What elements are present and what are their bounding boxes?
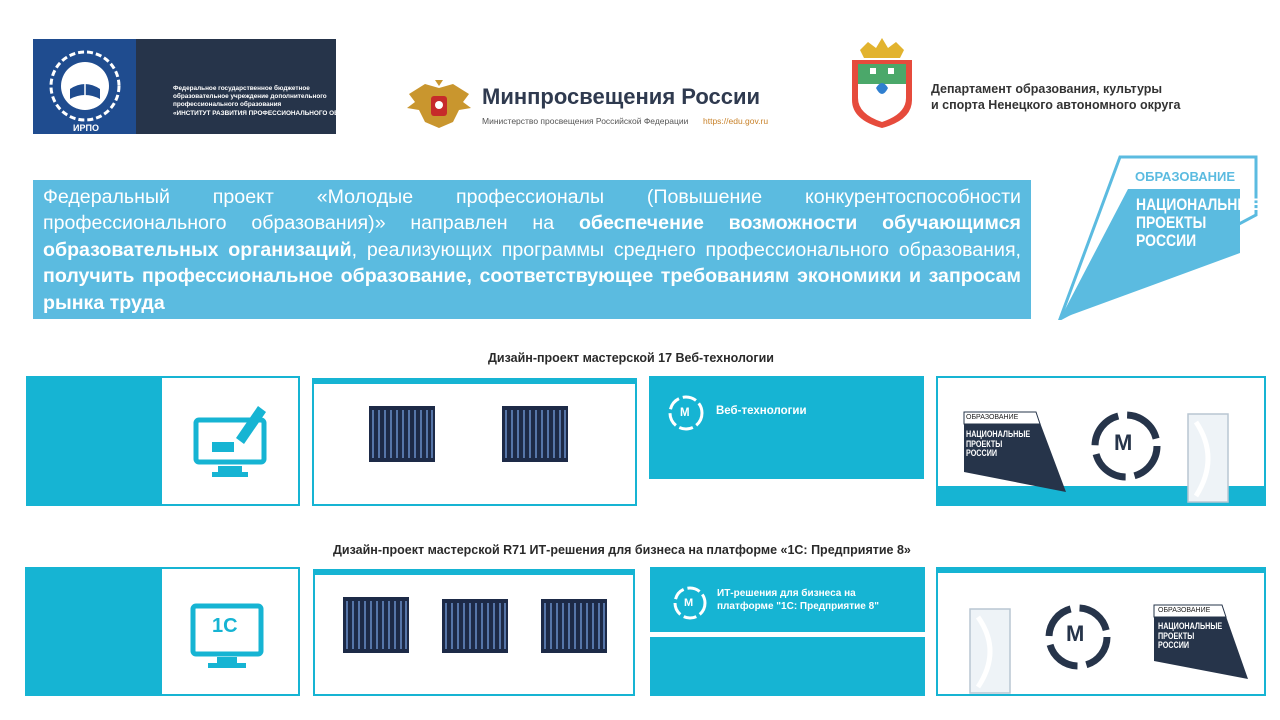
workshop-1-panel-icon (26, 376, 300, 506)
workshop-2-panel-icon (25, 567, 300, 696)
sign-label (717, 587, 879, 613)
national-projects-title (1136, 196, 1260, 250)
project-text-2: , реализующих программы среднего профессионального образования, (351, 238, 1022, 261)
panel-top-stripe (314, 380, 635, 384)
sign-label-line-2: платформе "1С: Предприятие 8" (717, 601, 879, 612)
np-mini-line-2: ПРОЕКТЫ (966, 438, 1003, 449)
nao-coat-of-arms-icon (846, 38, 918, 130)
irpo-line-3: профессионального образования (173, 101, 282, 109)
department-line-1: Департамент образования, культуры (931, 82, 1163, 96)
irpo-name (173, 85, 382, 118)
ministry-eagle-icon (405, 78, 473, 132)
workshop-1-panel-branding (936, 376, 1266, 506)
federal-project-description (33, 180, 1031, 319)
chairs-row-icon (442, 599, 508, 653)
project-bold-1: обеспечение возможности обучающимся образовательных организаций (43, 212, 1021, 261)
sign-bottom-stripe (649, 479, 924, 506)
department-line-2: и спорта Ненецкого автономного округа (931, 98, 1181, 112)
workshop-2-panel-sign (650, 567, 925, 696)
ministry-title: Минпросвещения России (482, 84, 761, 109)
chairs-row-icon (541, 599, 607, 653)
panel-top-stripe (938, 569, 1264, 573)
m-big-letter: М (1066, 621, 1085, 646)
project-bold-2: получить профессиональное образование, соответствующее требованиям экономики и запросам рынка труда (43, 265, 1021, 314)
np-line-2: ПРОЕКТЫ (1136, 213, 1207, 232)
chairs-row-icon (369, 406, 435, 462)
np-mini-title (966, 430, 1030, 459)
np-mini-label: ОБРАЗОВАНИЕ (966, 414, 1019, 421)
chairs-row-icon (343, 597, 409, 653)
np-mini-line-3: РОССИИ (1158, 640, 1190, 650)
computer-1c-icon (190, 603, 264, 673)
panel-cyan-block (28, 378, 162, 504)
icon-1c-text: 1C (212, 615, 238, 637)
department-name (931, 81, 1181, 113)
np-mini-line-2: ПРОЕКТЫ (1158, 630, 1195, 641)
chairs-row-icon (502, 406, 568, 462)
sign-label-line-1: ИТ-решения для бизнеса на (717, 588, 856, 599)
sign-logo-letter: М (680, 407, 690, 419)
np-mini-line-3: РОССИИ (966, 448, 998, 458)
workshop-1-panel-sign (649, 376, 924, 506)
door-icon (1186, 412, 1230, 504)
np-line-1: НАЦИОНАЛЬНЫЕ (1136, 195, 1261, 214)
sign-label: Веб-технологии (716, 405, 807, 417)
irpo-emblem-panel (33, 39, 136, 134)
irpo-line-2: образовательное учреждение дополнительного (173, 93, 327, 101)
ministry-url-link[interactable]: https://edu.gov.ru (703, 116, 769, 126)
np-mini-title (1158, 622, 1222, 651)
sign-mid-stripe (650, 632, 925, 637)
m-big-letter: М (1114, 430, 1133, 455)
door-icon (968, 607, 1012, 695)
panel-top-stripe (315, 571, 633, 575)
panel-cyan-block (27, 569, 162, 694)
project-text-1: Федеральный проект «Молодые профессионалы (Повышение конкурентоспособности профессионального образования)» направлен на (43, 186, 1021, 235)
np-line-3: РОССИИ (1136, 231, 1197, 250)
national-projects-label: ОБРАЗОВАНИЕ (1135, 169, 1235, 184)
np-mini-line-1: НАЦИОНАЛЬНЫЕ (1158, 621, 1223, 631)
workshop-1-panel-furniture (312, 378, 637, 506)
irpo-logo (33, 39, 383, 134)
workshop-1-title: Дизайн-проект мастерской 17 Веб-технологии (488, 351, 774, 365)
workshop-2-title: Дизайн-проект мастерской R71 ИТ-решения для бизнеса на платформе «1С: Предприятие 8» (333, 543, 911, 557)
irpo-line-4: «ИНСТИТУТ РАЗВИТИЯ ПРОФЕССИОНАЛЬНОГО ОБРАЗОВАНИЯ» (173, 109, 383, 117)
ministry-subtitle: Министерство просвещения Российской Федерации (482, 116, 689, 126)
computer-pencil-icon (192, 398, 272, 482)
np-mini-line-1: НАЦИОНАЛЬНЫЕ (966, 429, 1031, 439)
workshop-2-panel-branding (936, 567, 1266, 696)
irpo-emblem-text: ИРПО (73, 123, 99, 133)
np-mini-label: ОБРАЗОВАНИЕ (1158, 607, 1211, 614)
workshop-2-panel-furniture (313, 569, 635, 696)
sign-logo-letter: М (684, 597, 694, 609)
irpo-line-1: Федеральное государственное бюджетное (173, 85, 310, 92)
irpo-emblem-icon (33, 39, 136, 134)
